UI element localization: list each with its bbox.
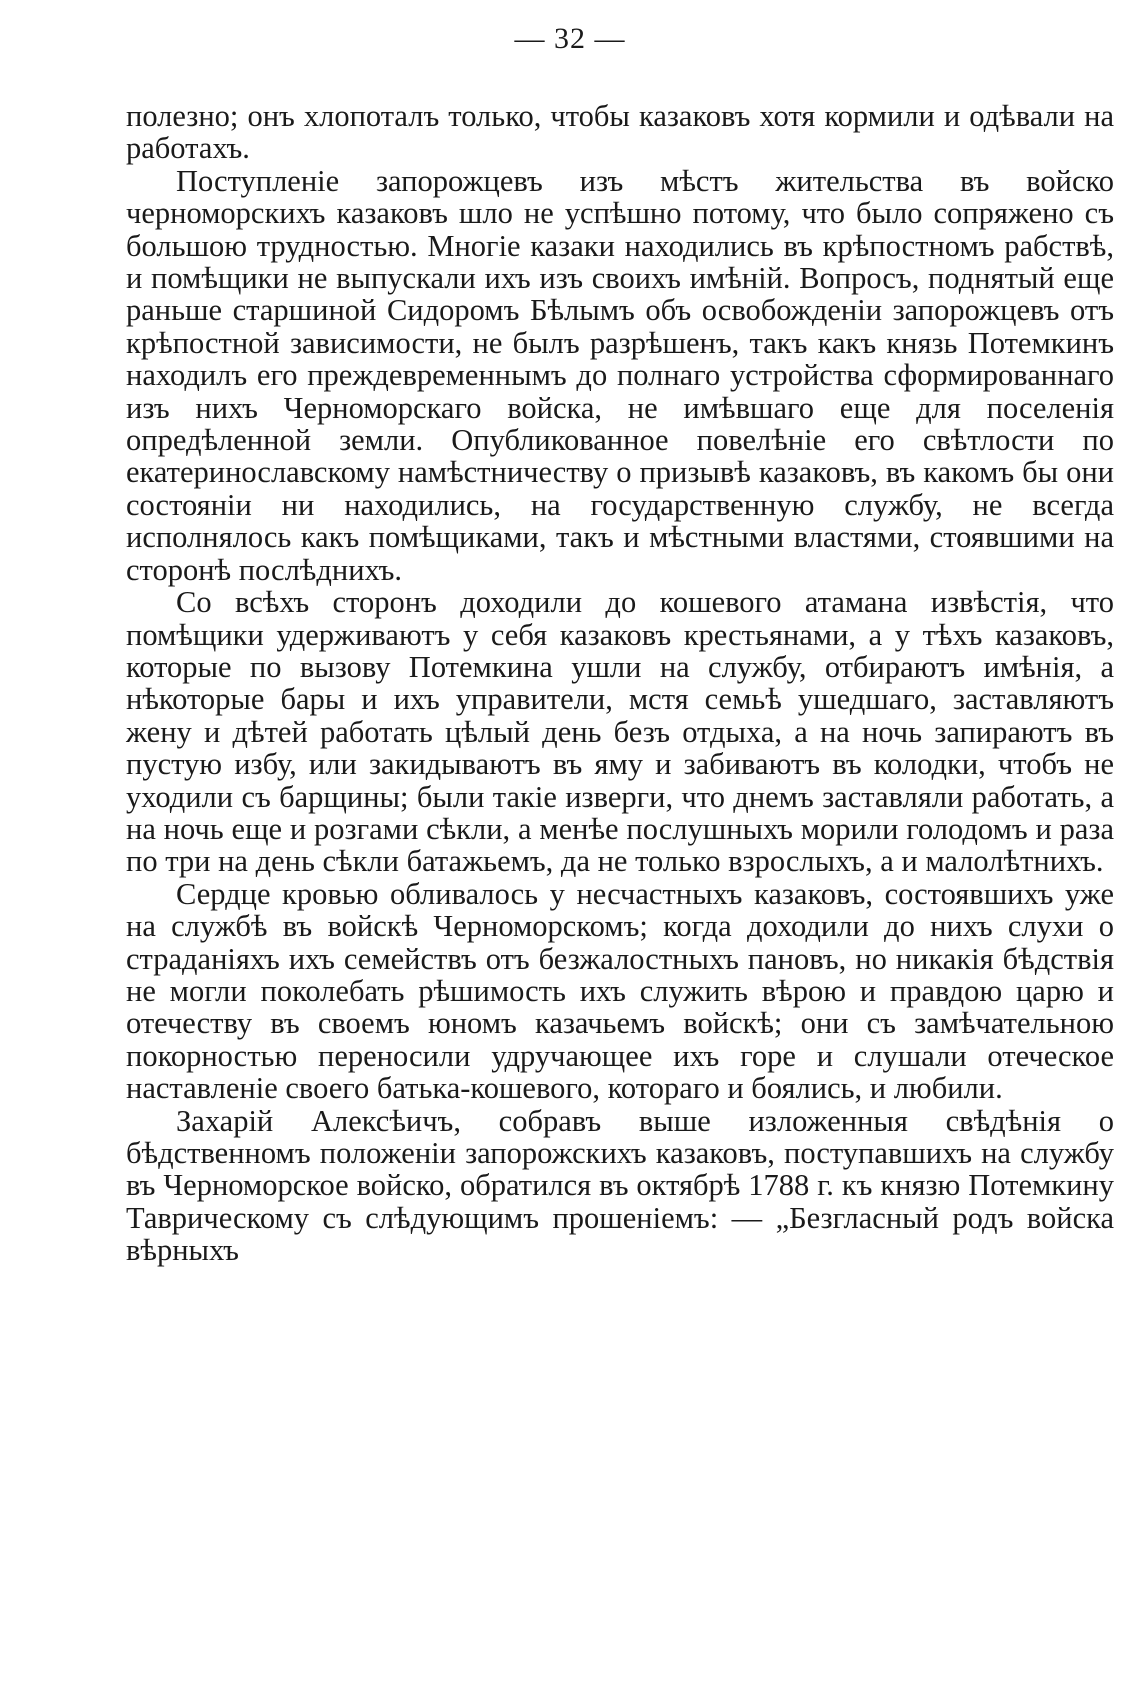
paragraph: Со всѣхъ сторонъ доходили до кошевого атамана извѣстія, что помѣщики удерживаютъ у себя казаковъ крестьянами, а у тѣхъ казаковъ, которые по вызову Потемкина ушли на службу, отбираютъ имѣнія, а нѣкоторые бары и ихъ управители, мстя семьѣ ушедшаго, заставляютъ жену и дѣтей работать цѣлый день безъ отдыха, а на ночь запираютъ въ пустую избу, или закидываютъ въ яму и забиваютъ въ колодки, чтобъ не уходили съ барщины; были такіе изверги, что днемъ заставляли работать, а на ночь еще и розгами сѣкли, а менѣе послушныхъ морили голодомъ и раза по три на день сѣкли батажьемъ, да не только взрослыхъ, а и малолѣтнихъ.	[126, 585, 1114, 879]
paragraph-continuation: полезно; онъ хлопоталъ только, чтобы казаковъ хотя кормили и одѣвали на работахъ.	[126, 99, 1114, 166]
page-number: — 32 —	[514, 22, 626, 55]
paragraph: Сердце кровью обливалось у несчастныхъ казаковъ, состоявшихъ уже на службѣ въ войскѣ Черноморскомъ; когда доходили до нихъ слухи о страданіяхъ ихъ семействъ отъ безжалостныхъ пановъ, но никакія бѣдствія не могли поколебать рѣшимость ихъ служить вѣрою и правдою царю и отечеству въ своемъ юномъ казачьемъ войскѣ; они съ замѣчательною покорностью переносили удручающее ихъ горе и слушали отеческое наставленіе своего батька-кошевого, котораго и боялись, и любили.	[126, 876, 1114, 1106]
paragraph: Захарій Алексѣичъ, собравъ выше изложенныя свѣдѣнія о бѣдственномъ положеніи запорожскихъ казаковъ, поступавшихъ на службу въ Черноморское войско, обратился въ октябрѣ 1788 г. къ князю Потемкину Таврическому съ слѣдующимъ прошеніемъ: — „Безгласный родъ войска вѣрныхъ	[126, 1103, 1114, 1268]
text-body	[126, 100, 1114, 1267]
paragraph: Поступленіе запорожцевъ изъ мѣстъ жительства въ войско черноморскихъ казаковъ шло не успѣшно потому, что было сопряжено съ большою трудностью. Многіе казаки находились въ крѣпостномъ рабствѣ, и помѣщики не выпускали ихъ изъ своихъ имѣній. Вопросъ, поднятый еще раньше старшиной Сидоромъ Бѣлымъ объ освобожденіи запорожцевъ отъ крѣпостной зависимости, не былъ разрѣшенъ, такъ какъ князь Потемкинъ находилъ его преждевременнымъ до полнаго устройства сформированнаго изъ нихъ Черноморскаго войска, не имѣвшаго еще для поселенія опредѣленной земли. Опубликованное повелѣніе его свѣтлости по екатеринославскому намѣстничеству о призывѣ казаковъ, въ какомъ бы они состояніи ни находились, на государственную службу, не всегда исполнялось какъ помѣщиками, такъ и мѣстными властями, стоявшими на сторонѣ послѣднихъ.	[126, 163, 1114, 587]
